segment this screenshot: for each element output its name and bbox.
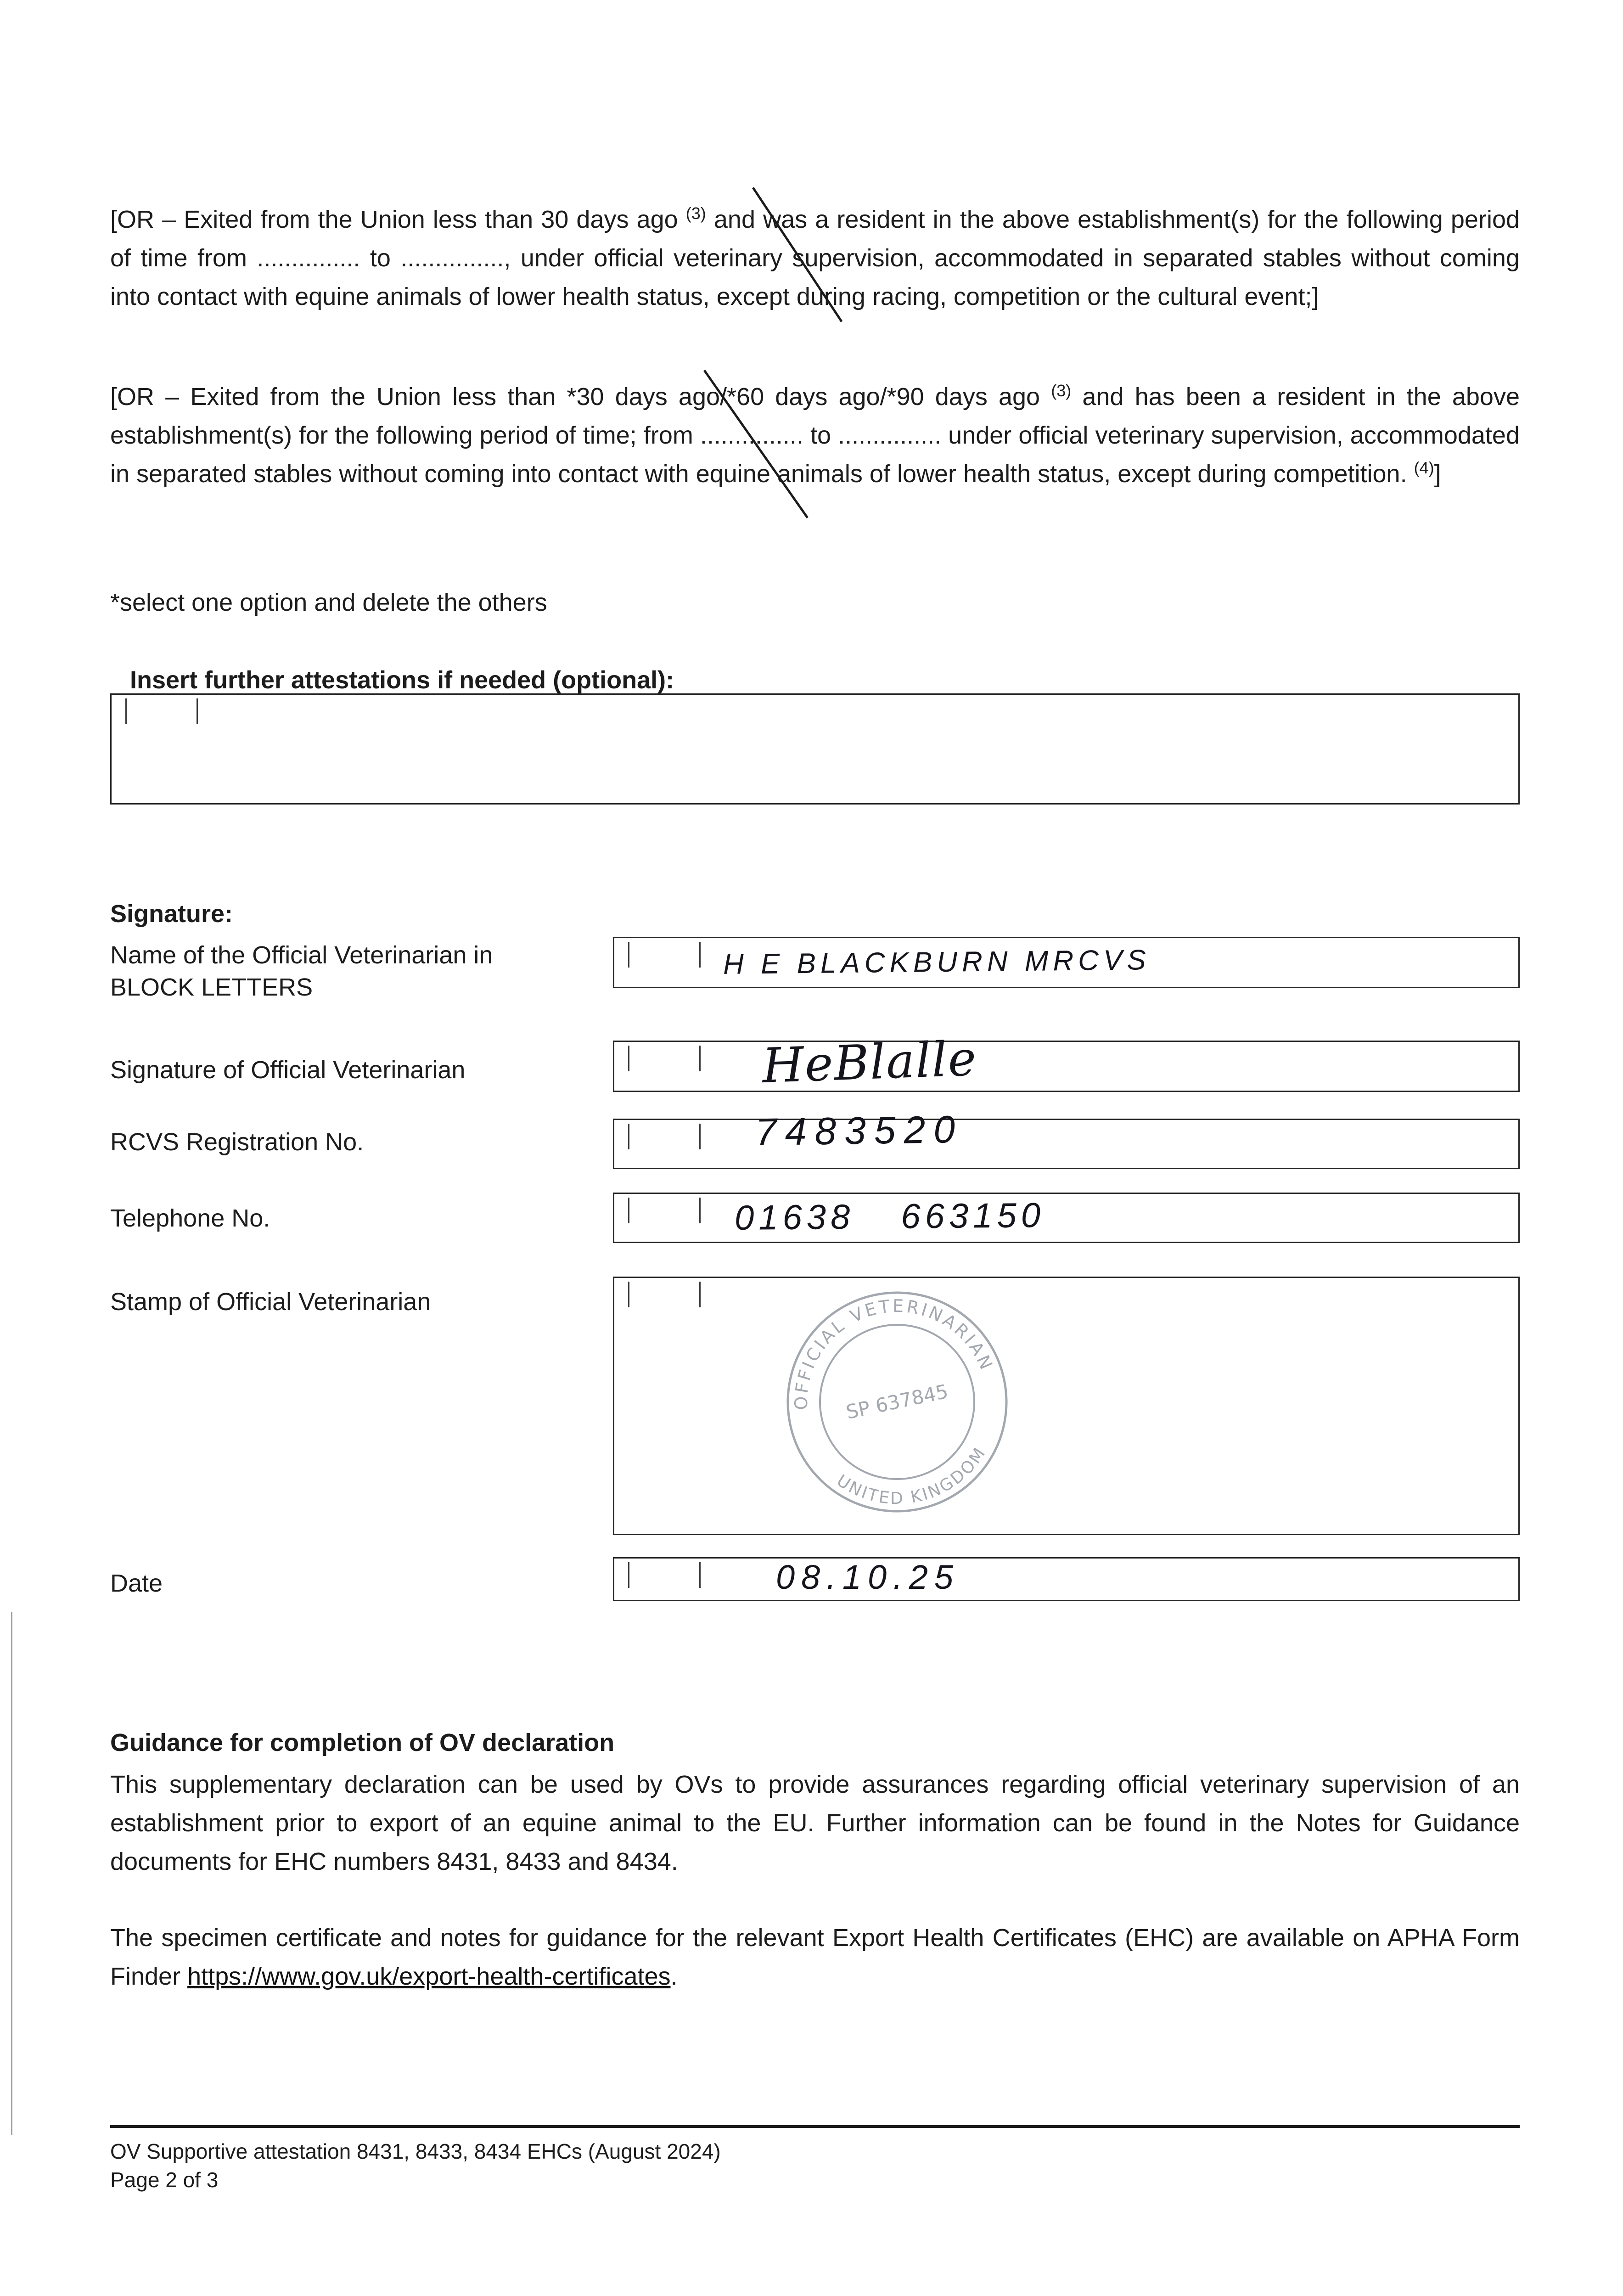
stamp-graphic: [761, 1266, 1033, 1538]
text-fragment: .: [670, 1963, 678, 1990]
guidance-paragraph-2: [110, 1919, 1520, 1996]
text-fragment: and was a resident in the above establishment(s) for the following period of time from ............... to ..............., under official veterinary supervision, accommodated in separated stables without coming into contact with equine animals of lower health status, except during racing, competition or the cultural event;]: [110, 206, 1520, 310]
footer-rule: [110, 2125, 1520, 2128]
official-veterinarian-stamp: [782, 1287, 1012, 1517]
footnote-ref-3: (3): [685, 204, 706, 223]
text-fragment: and has been a resident in the above establishment(s) for the following period of time; from ............... to ............... under official veterinary supervision, accommodated in separated stables without coming into contact with equine animals of lower health status, except during competition.: [110, 383, 1520, 488]
attestations-input-box: [110, 693, 1520, 805]
telephone-label: Telephone No.: [110, 1204, 270, 1232]
name-label: [110, 939, 597, 1003]
stamp-label: Stamp of Official Veterinarian: [110, 1288, 431, 1316]
stamp-input-box: [613, 1277, 1520, 1535]
telephone-handwritten-value: 01638 663150: [734, 1196, 1045, 1238]
name-label-line2: BLOCK LETTERS: [110, 974, 313, 1001]
text-fragment: [OR – Exited from the Union less than *30 days ago/*60 days ago/*90 days ago: [110, 383, 1051, 411]
rcvs-input-box: [613, 1119, 1520, 1169]
date-label: Date: [110, 1570, 163, 1597]
footer-document-title: OV Supportive attestation 8431, 8433, 8434 EHCs (August 2024): [110, 2139, 721, 2163]
date-input-box: [613, 1557, 1520, 1601]
signature-label: Signature of Official Veterinarian: [110, 1056, 466, 1084]
rcvs-label: RCVS Registration No.: [110, 1128, 364, 1156]
stamp-arc-top-text: OFFICIAL VETERINARIAN: [791, 1295, 998, 1410]
stamp-center-text: SP 637845: [844, 1380, 950, 1424]
rcvs-handwritten-value: 7483520: [755, 1107, 964, 1154]
name-label-line1: Name of the Official Veterinarian in: [110, 941, 493, 969]
footer: [110, 2137, 721, 2194]
name-handwritten-value: H E BLACKBURN MRCVS: [723, 944, 1151, 980]
text-fragment: The specimen certificate and notes for guidance for the relevant Export Health Certificates (EHC) are available on APHA Form Finder: [110, 1924, 1520, 1990]
text-fragment: ]: [1434, 460, 1441, 488]
footer-page-number: Page 2 of 3: [110, 2168, 219, 2192]
paragraph-or-30-days: [110, 200, 1520, 316]
signature-input-box: [613, 1041, 1520, 1092]
export-health-certificates-link[interactable]: https://www.gov.uk/export-health-certificates: [187, 1963, 671, 1990]
attestations-heading: Insert further attestations if needed (optional):: [130, 666, 674, 694]
footnote-ref-4: (4): [1414, 458, 1434, 477]
paragraph-or-multi-days: [110, 377, 1520, 493]
scan-artifact-line: [11, 1612, 12, 2135]
date-handwritten-value: 08.10.25: [776, 1558, 960, 1596]
text-fragment: [OR – Exited from the Union less than 30 days ago: [110, 206, 686, 233]
select-option-note: *select one option and delete the others: [110, 589, 547, 616]
guidance-heading: Guidance for completion of OV declaration: [110, 1729, 615, 1756]
guidance-paragraph-1: This supplementary declaration can be used by OVs to provide assurances regarding official veterinary supervision of an establishment prior to export of an equine animal to the EU. Further information can be found in the Notes for Guidance documents for EHC numbers 8431, 8433 and 8434.: [110, 1771, 1520, 1875]
signature-section-heading: Signature:: [110, 900, 233, 928]
stamp-arc-bottom-text: UNITED KINGDOM: [833, 1443, 990, 1508]
footnote-ref-3: (3): [1051, 381, 1072, 400]
signature-handwritten-scribble: HeBlalle: [761, 1030, 978, 1094]
